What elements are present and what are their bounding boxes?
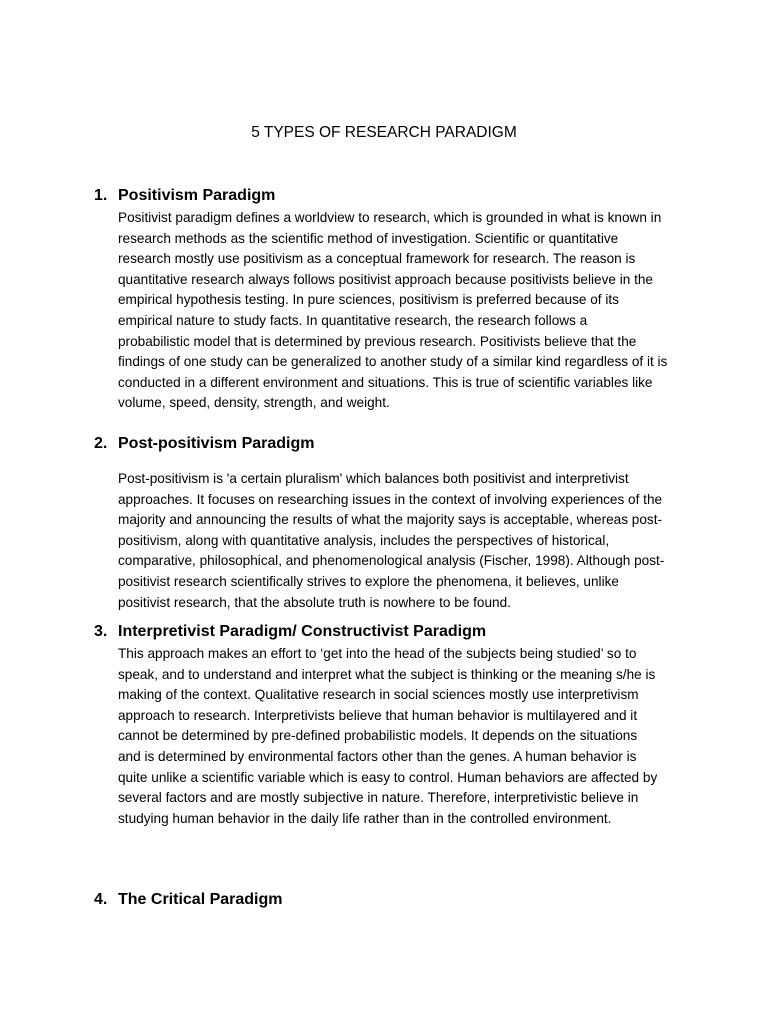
- body-line: volume, speed, density, strength, and weight.: [118, 395, 390, 411]
- section-body: [118, 208, 676, 414]
- section-number: 4.: [94, 891, 108, 908]
- body-line: and is determined by environmental factors other than the genes. A human behavior is: [118, 748, 637, 764]
- body-line: research methods as the scientific method of investigation. Scientific or quantitative: [118, 230, 619, 246]
- section-title: The Critical Paradigm: [118, 891, 283, 908]
- section-heading: [94, 622, 694, 642]
- section-number: 2.: [94, 435, 108, 452]
- section-heading: [94, 434, 694, 454]
- body-line: approaches. It focuses on researching issues in the context of involving experiences of the: [118, 491, 663, 507]
- body-line: quite unlike a scientific variable which is easy to control. Human behaviors are affected by: [118, 769, 658, 785]
- section-number: 1.: [94, 187, 108, 204]
- body-line: positivism, along with quantitative analysis, includes the perspectives of historical,: [118, 532, 610, 548]
- body-line: This approach makes an effort to ‘get into the head of the subjects being studied’ so to: [118, 646, 637, 661]
- section-number: 3.: [94, 623, 108, 640]
- body-line: studying human behavior in the daily life rather than in the controlled environment.: [118, 810, 612, 826]
- body-line: cannot be determined by pre-defined probabilistic models. It depends on the situations: [118, 728, 638, 744]
- section-title: Post-positivism Paradigm: [118, 435, 315, 452]
- section-critical: [94, 890, 694, 910]
- body-line: research mostly use positivism as a conceptual framework for research. The reason is: [118, 251, 636, 267]
- section-title: Interpretivist Paradigm/ Constructivist Paradigm: [118, 623, 487, 640]
- body-line: Post-positivism is 'a certain pluralism' which balances both positivist and interpretivist: [118, 471, 629, 486]
- body-line: empirical hypothesis testing. In pure sciences, positivism is preferred because of its: [118, 292, 619, 308]
- body-line: approach to research. Interpretivists believe that human behavior is multilayered and it: [118, 707, 638, 723]
- section-heading: [94, 186, 694, 206]
- body-line: findings of one study can be generalized to another study of a similar kind regardless of it is: [118, 354, 668, 370]
- section-body: [118, 644, 676, 829]
- body-line: conducted in a different environment and situations. This is true of scientific variables like: [118, 374, 653, 390]
- body-line: several factors and are mostly subjective in nature. Therefore, interpretivistic believe in: [118, 790, 639, 806]
- section-title: Positivism Paradigm: [118, 187, 276, 204]
- section-interpretivist: [94, 622, 694, 829]
- section-body: [118, 469, 676, 613]
- document-title: 5 TYPES OF RESEARCH PARADIGM: [251, 124, 517, 141]
- body-line: empirical nature to study facts. In quantitative research, the research follows a: [118, 312, 588, 328]
- body-line: positivist research, that the absolute truth is nowhere to be found.: [118, 594, 511, 610]
- body-line: probabilistic model that is determined by previous research. Positivists believe that the: [118, 333, 637, 349]
- body-line: majority and announcing the results of what the majority says is acceptable, whereas post-: [118, 512, 663, 528]
- body-line: positivist research scientifically strives to explore the phenomena, it believes, unlike: [118, 573, 619, 589]
- body-line: quantitative research always follows positivist approach because positivists believe in the: [118, 271, 653, 287]
- body-line: speak, and to understand and interpret what the subject is thinking or the meaning s/he is: [118, 666, 656, 682]
- section-heading: [94, 890, 694, 910]
- section-positivism: [94, 186, 694, 414]
- section-post-positivism: [94, 434, 694, 613]
- body-line: Positivist paradigm defines a worldview to research, which is grounded in what is known in: [118, 210, 662, 225]
- body-line: making of the context. Qualitative research in social sciences mostly use interpretivism: [118, 687, 639, 703]
- body-line: comparative, philosophical, and phenomenological analysis (Fischer, 1998). Although post-: [118, 553, 665, 569]
